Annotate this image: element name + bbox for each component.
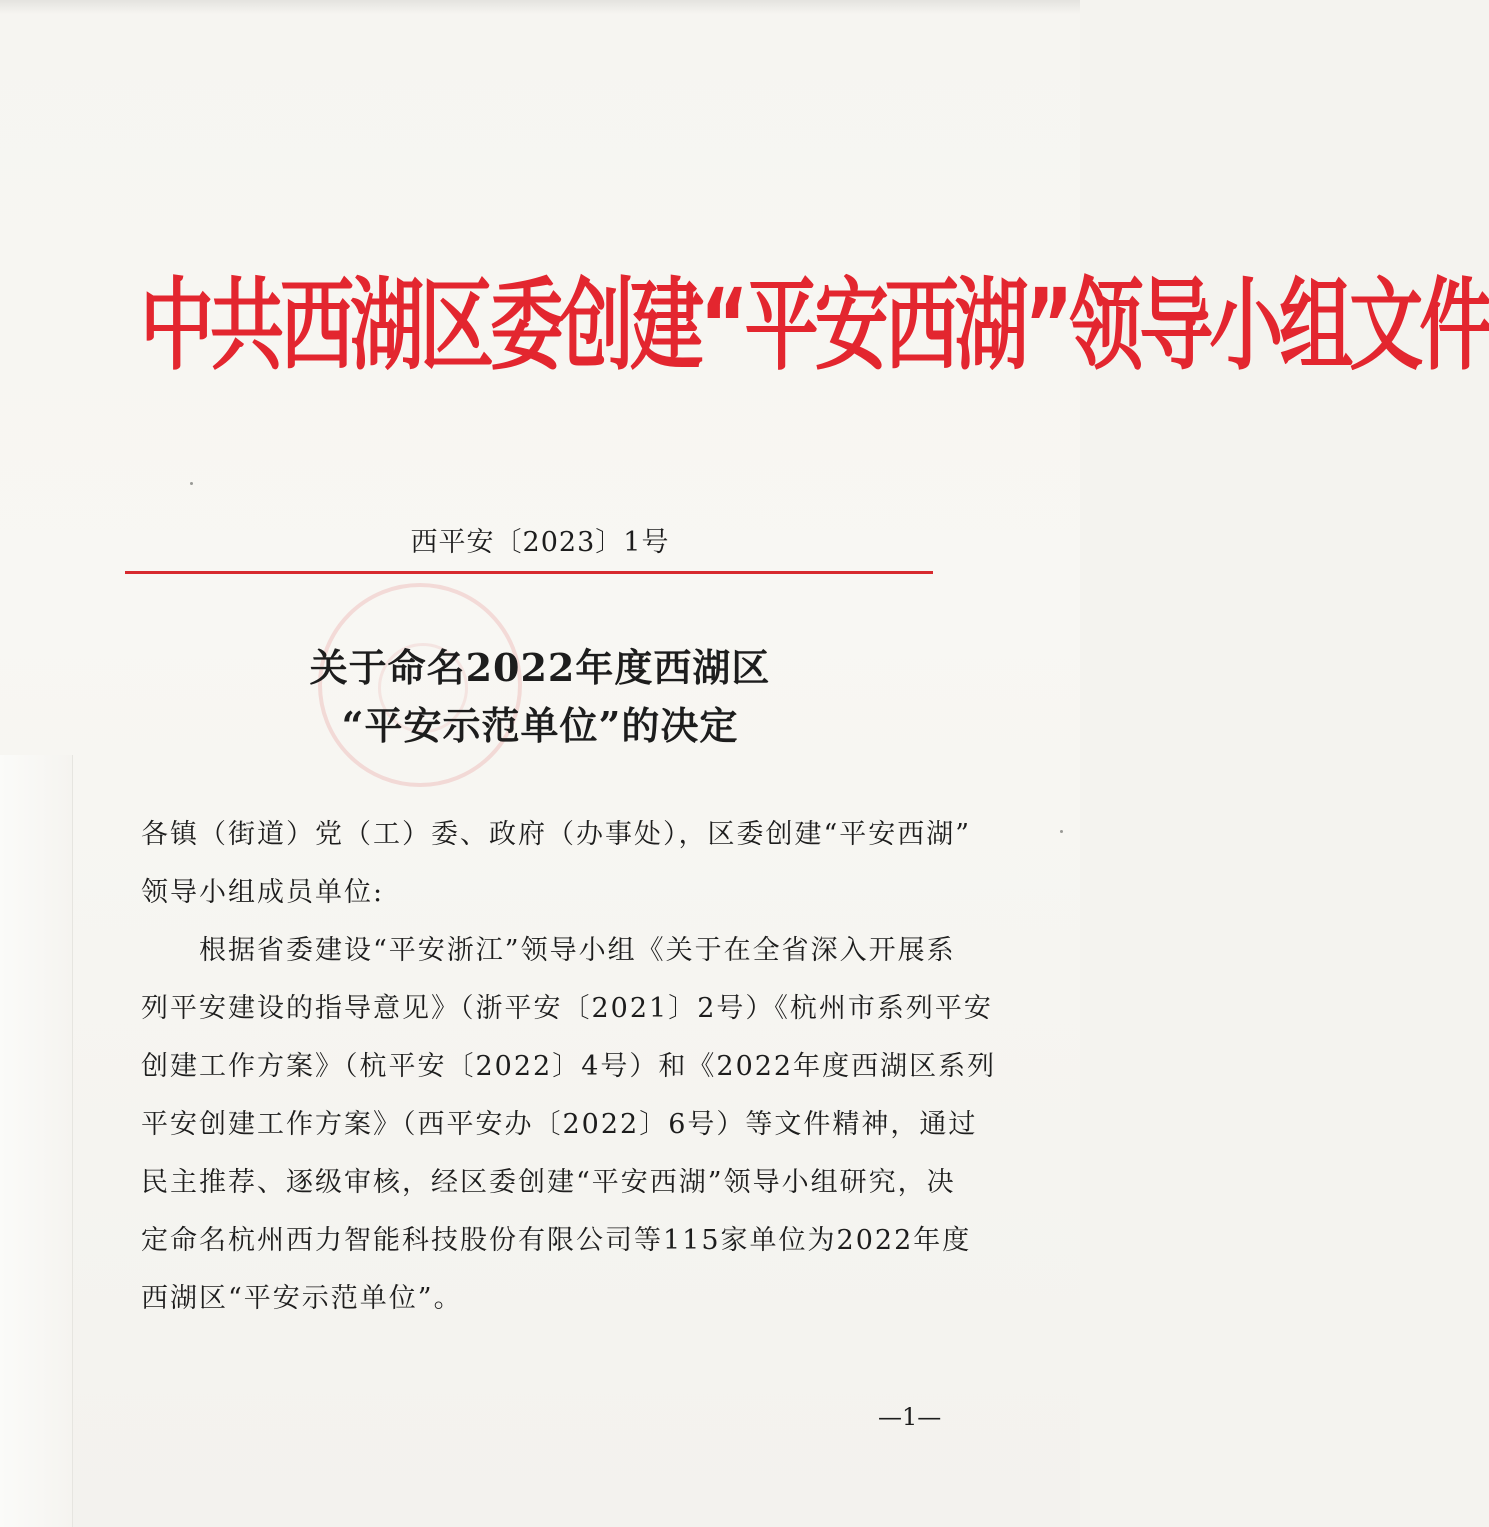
body-line-6: 定命名杭州西力智能科技股份有限公司等115家单位为2022年度: [141, 1225, 972, 1256]
body-line-1: 根据省委建设“平安浙江”领导小组《关于在全省深入开展系: [141, 935, 956, 966]
page-number: —1—: [878, 1403, 942, 1431]
body-line-2: 列平安建设的指导意见》（浙平安〔2021〕2号）《杭州市系列平安: [141, 993, 993, 1024]
scan-speck: [1060, 830, 1063, 833]
document-header-title: 中共西湖区委创建“平安西湖”领导小组文件: [140, 268, 1489, 385]
document-title-line-2: “平安示范单位”的决定: [341, 703, 739, 748]
scan-paper-fold: [0, 755, 73, 1527]
salutation-line-2: 领导小组成员单位:: [141, 877, 385, 908]
document-title-line-1: 关于命名2022年度西湖区: [309, 645, 771, 690]
scan-top-shadow: [0, 0, 1080, 14]
body-line-7: 西湖区“平安示范单位”。: [141, 1283, 463, 1314]
salutation-line-1: 各镇（街道）党（工）委、政府（办事处），区委创建“平安西湖”: [141, 819, 972, 850]
document-number: 西平安〔2023〕1号: [410, 527, 670, 558]
body-line-3: 创建工作方案》（杭平安〔2022〕4号）和《2022年度西湖区系列: [141, 1051, 997, 1082]
scan-speck: [190, 482, 193, 485]
body-line-5: 民主推荐、逐级审核，经区委创建“平安西湖”领导小组研究，决: [141, 1167, 956, 1198]
body-line-4: 平安创建工作方案》（西平安办〔2022〕6号）等文件精神，通过: [141, 1109, 978, 1140]
header-red-rule: [125, 571, 933, 574]
